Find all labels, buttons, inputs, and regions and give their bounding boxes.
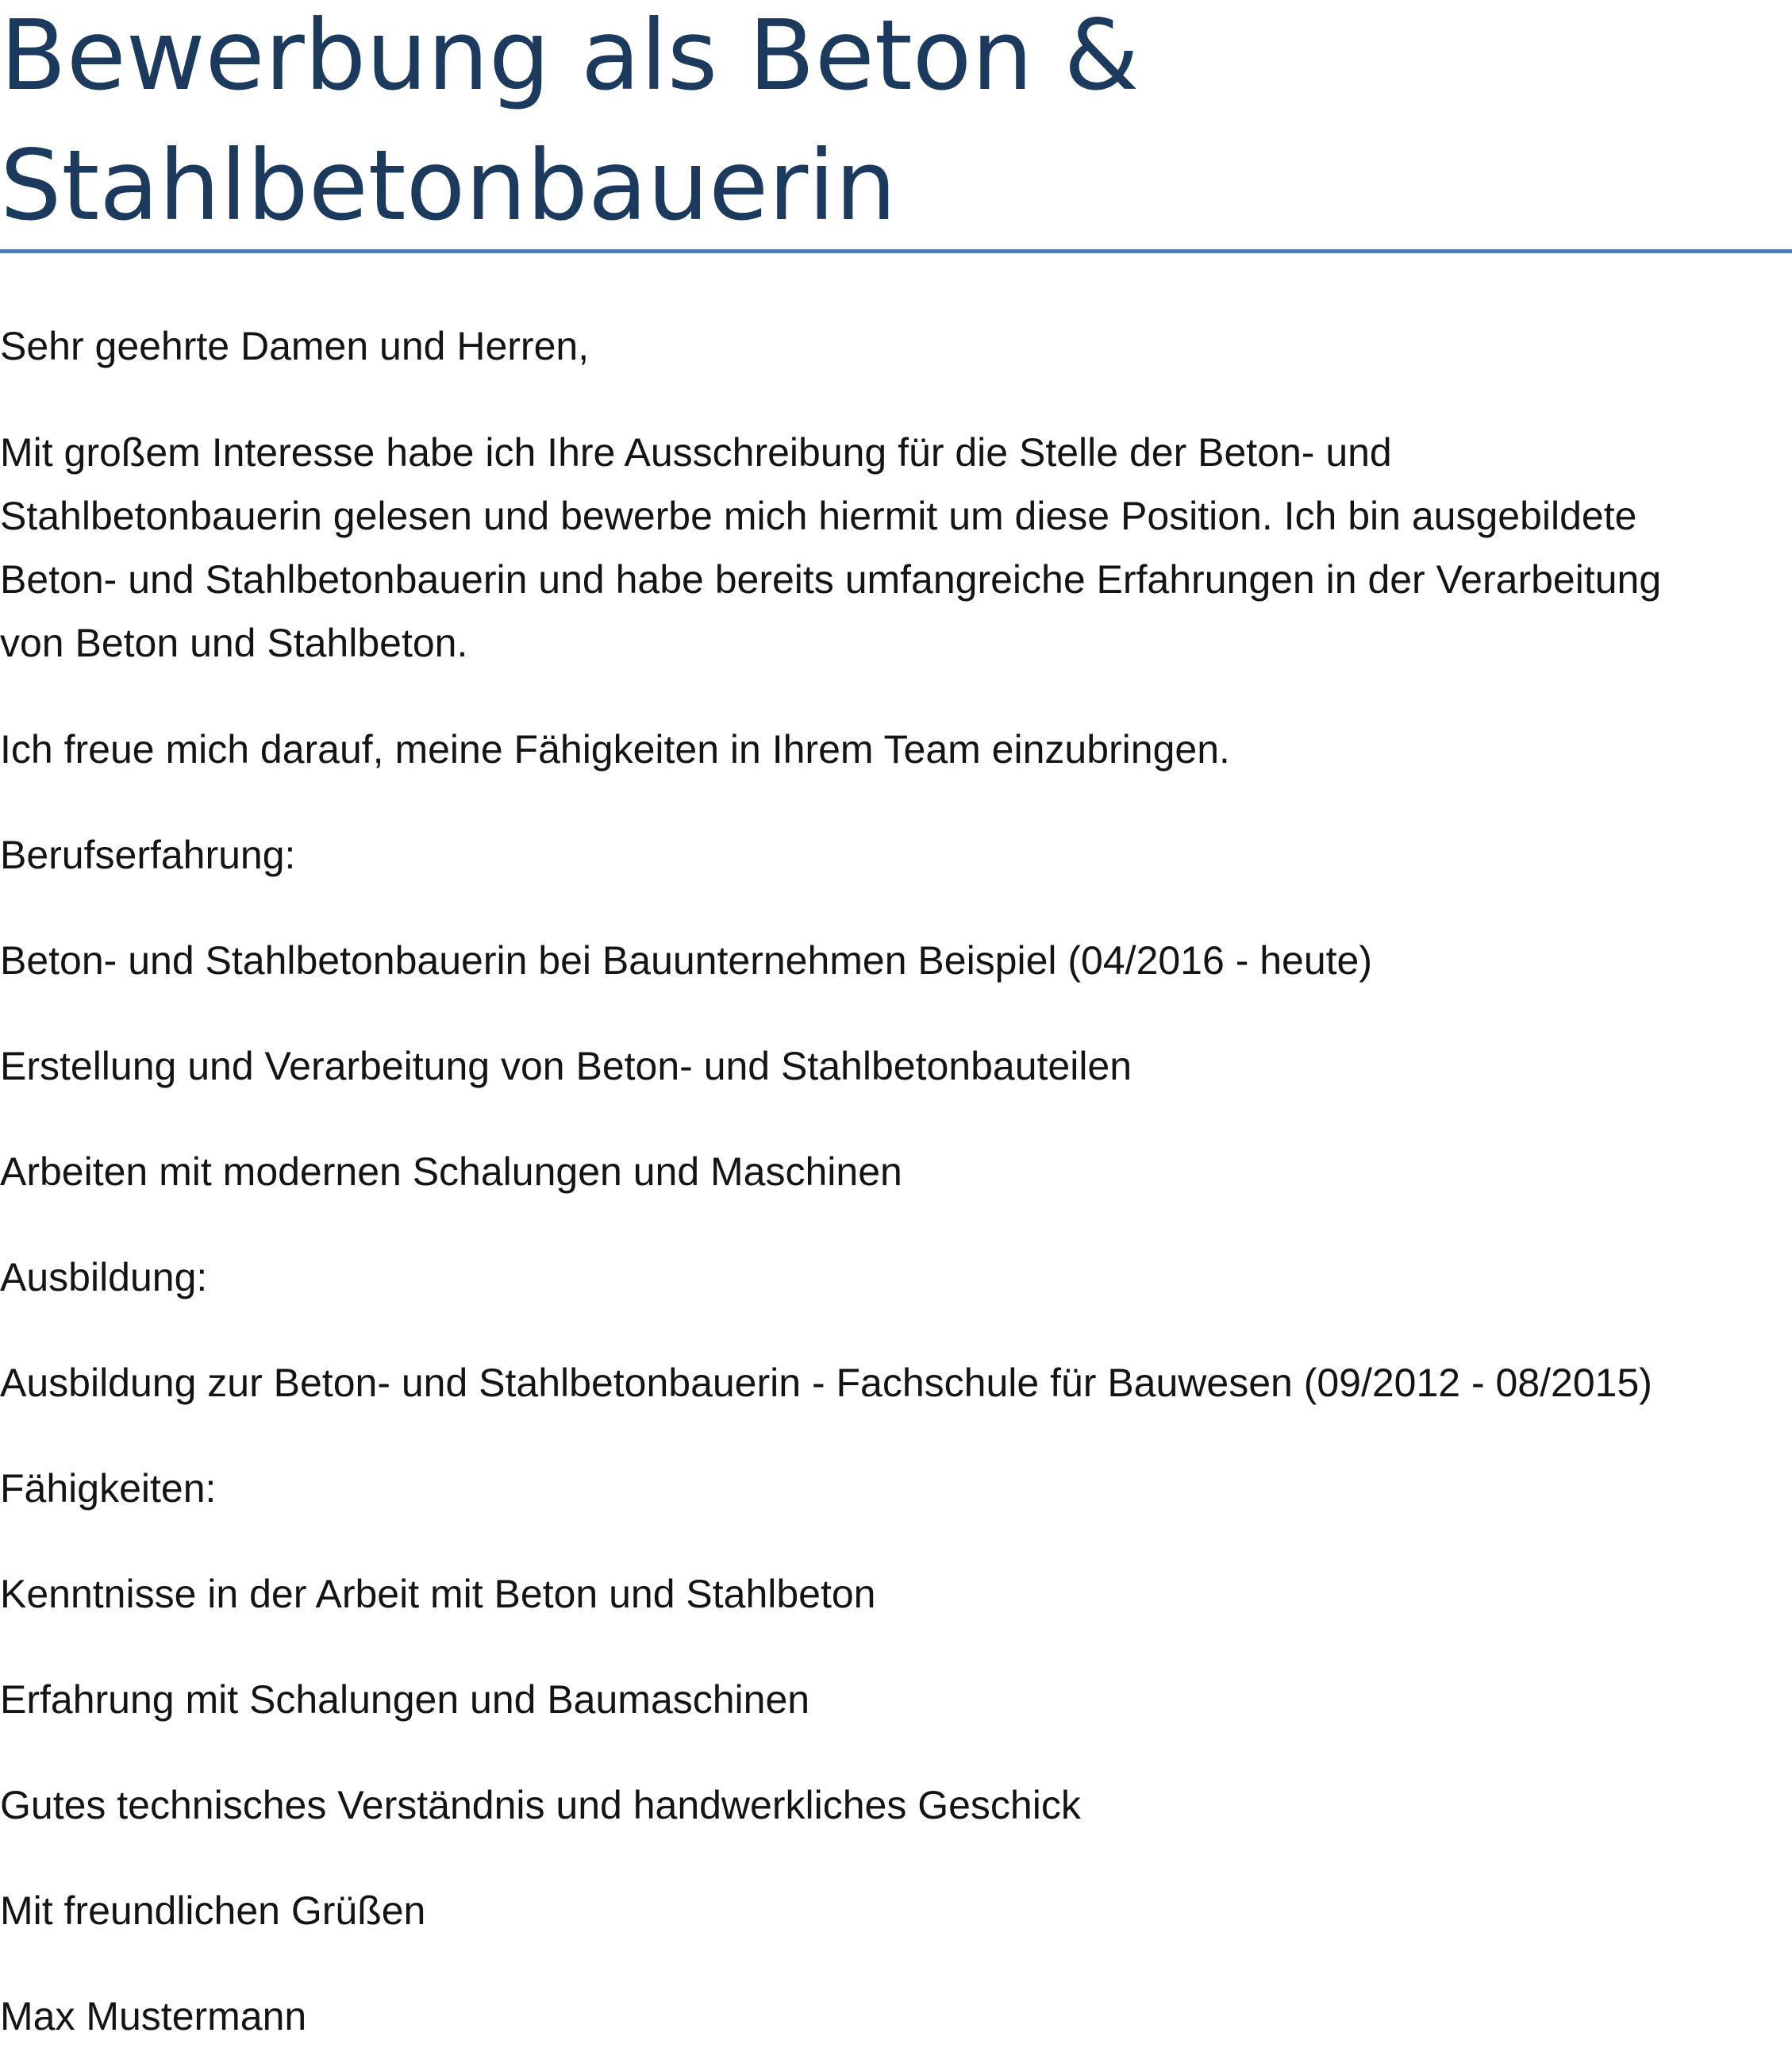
education-heading: Ausbildung: (0, 1255, 208, 1299)
closing-phrase: Mit freundlichen Grüßen (0, 1888, 426, 1933)
title-divider (0, 249, 1792, 253)
intro-paragraph (0, 421, 1661, 675)
experience-item: Erstellung und Verarbeitung von Beton- und Stahlbetonbauteilen (0, 1044, 1132, 1088)
intro-line-3: Beton- und Stahlbetonbauerin und habe bereits umfangreiche Erfahrungen in der Verarbeitung (0, 557, 1662, 602)
salutation: Sehr geehrte Damen und Herren, (0, 324, 590, 368)
signature-name: Max Mustermann (0, 1994, 307, 2038)
education-item: Ausbildung zur Beton- und Stahlbetonbauerin - Fachschule für Bauwesen (09/2012 - 08/2015) (0, 1361, 1652, 1405)
title-line-2: Stahlbetonbauerin (0, 129, 897, 242)
skills-heading: Fähigkeiten: (0, 1466, 217, 1511)
experience-item: Arbeiten mit modernen Schalungen und Maschinen (0, 1149, 902, 1194)
skills-item: Gutes technisches Verständnis und handwerkliches Geschick (0, 1783, 1081, 1827)
experience-heading: Berufserfahrung: (0, 833, 296, 877)
intro-line-2: Stahlbetonbauerin gelesen und bewerbe mich hiermit um diese Position. Ich bin ausgebildete (0, 494, 1637, 538)
experience-item: Beton- und Stahlbetonbauerin bei Bauunternehmen Beispiel (04/2016 - heute) (0, 938, 1373, 983)
skills-item: Erfahrung mit Schalungen und Baumaschinen (0, 1677, 810, 1722)
intro-line-1: Mit großem Interesse habe ich Ihre Ausschreibung für die Stelle der Beton- und (0, 430, 1392, 475)
title-line-1: Bewerbung als Beton & (0, 0, 1140, 112)
document-title (0, 0, 1792, 251)
skills-item: Kenntnisse in der Arbeit mit Beton und Stahlbeton (0, 1572, 876, 1616)
intro-line-4: von Beton und Stahlbeton. (0, 621, 468, 665)
motivation-paragraph: Ich freue mich darauf, meine Fähigkeiten in Ihrem Team einzubringen. (0, 727, 1230, 772)
